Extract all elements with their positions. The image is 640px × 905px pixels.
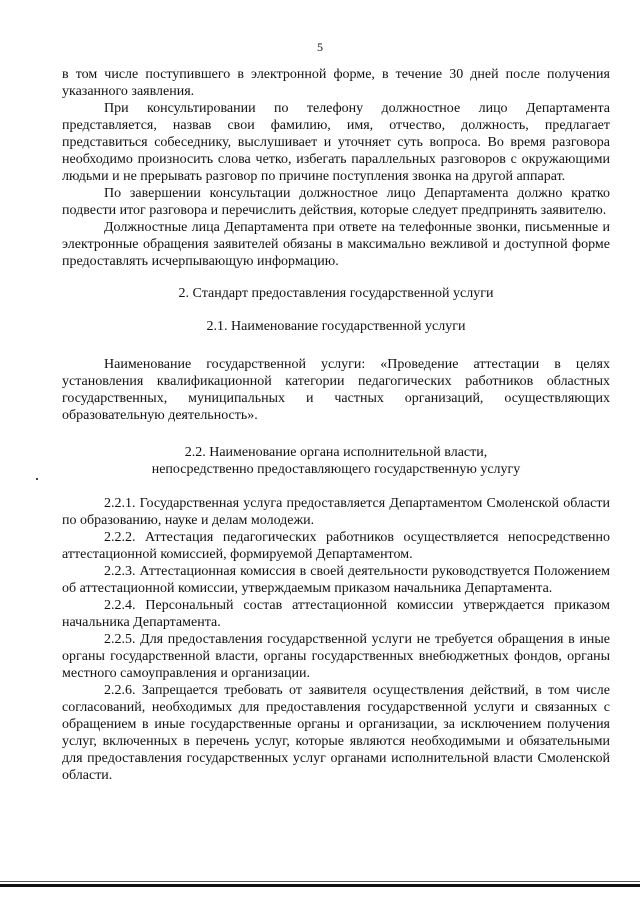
bottom-edge-line [0,884,640,887]
subsection-heading-authority-line1: 2.2. Наименование органа исполнительной власти, [184,445,488,460]
clause-2-2-4: 2.2.4. Персональный состав аттестационной комиссии утверждается приказом начальника Департамента. [62,598,610,630]
clause-2-2-2: 2.2.2. Аттестация педагогических работников осуществляется непосредственно аттестационной комиссией, формируемой Департаментом. [62,530,610,562]
scan-speck [36,478,38,480]
clause-2-2-6: 2.2.6. Запрещается требовать от заявителя осуществления действий, в том числе согласований, необходимых для предоставления государственной услуги и связанных с обращением в иные государственные органы и организации, за исключением получения услуг, включенных в перечень услуг, которые являются необходимыми и обязательными для предоставления государственных услуг органами исполнительной власти Смоленской области. [62,683,610,783]
clause-2-2-5: 2.2.5. Для предоставления государственной услуги не требуется обращения в иные органы государственной власти, органы государственных внебюджетных фондов, органы местного самоуправления и организации. [62,632,610,681]
paragraph-officials-duties: Должностные лица Департамента при ответе на телефонные звонки, письменные и электронные обращения заявителей обязаны в максимально вежливой и доступной форме предоставлять исчерпывающую информацию. [62,220,610,269]
page-number: 5 [317,40,323,54]
paragraph-service-name: Наименование государственной услуги: «Проведение аттестации в целях установления квалификационной категории педагогических работников областных государственных, муниципальных и частных организаций, осуществляющих образовательную деятельность». [62,357,610,423]
document-body [62,66,610,784]
clause-2-2-3: 2.2.3. Аттестационная комиссия в своей деятельности руководствуется Положением об аттестационной комиссии, утверждаемым приказом начальника Департамента. [62,564,610,596]
paragraph-continuation: в том числе поступившего в электронной форме, в течение 30 дней после получения указанного заявления. [62,67,610,99]
section-heading-standard: 2. Стандарт предоставления государственной услуги [178,286,494,301]
paragraph-consultation-summary: По завершении консультации должностное лицо Департамента должно кратко подвести итог разговора и перечислить действия, которые следует предпринять заявителю. [62,186,610,218]
paragraph-phone-consulting: При консультировании по телефону должностное лицо Департамента представляется, назвав свои фамилию, имя, отчество, должность, предлагает представиться собеседнику, выслушивает и уточняет суть вопроса. Во время разговора необходимо произносить слова четко, избегать параллельных разговоров с окружающими людьми и не прерывать разговор по причине поступления звонка на другой аппарат. [62,101,610,184]
subsection-heading-service-name: 2.1. Наименование государственной услуги [206,319,466,334]
bottom-edge-shadow [0,881,640,882]
subsection-heading-authority-line2: непосредственно предоставляющего государственную услугу [151,462,521,477]
subsection-heading-authority [62,444,610,478]
clause-2-2-1: 2.2.1. Государственная услуга предоставляется Департаментом Смоленской области по образованию, науке и делам молодежи. [62,496,610,528]
